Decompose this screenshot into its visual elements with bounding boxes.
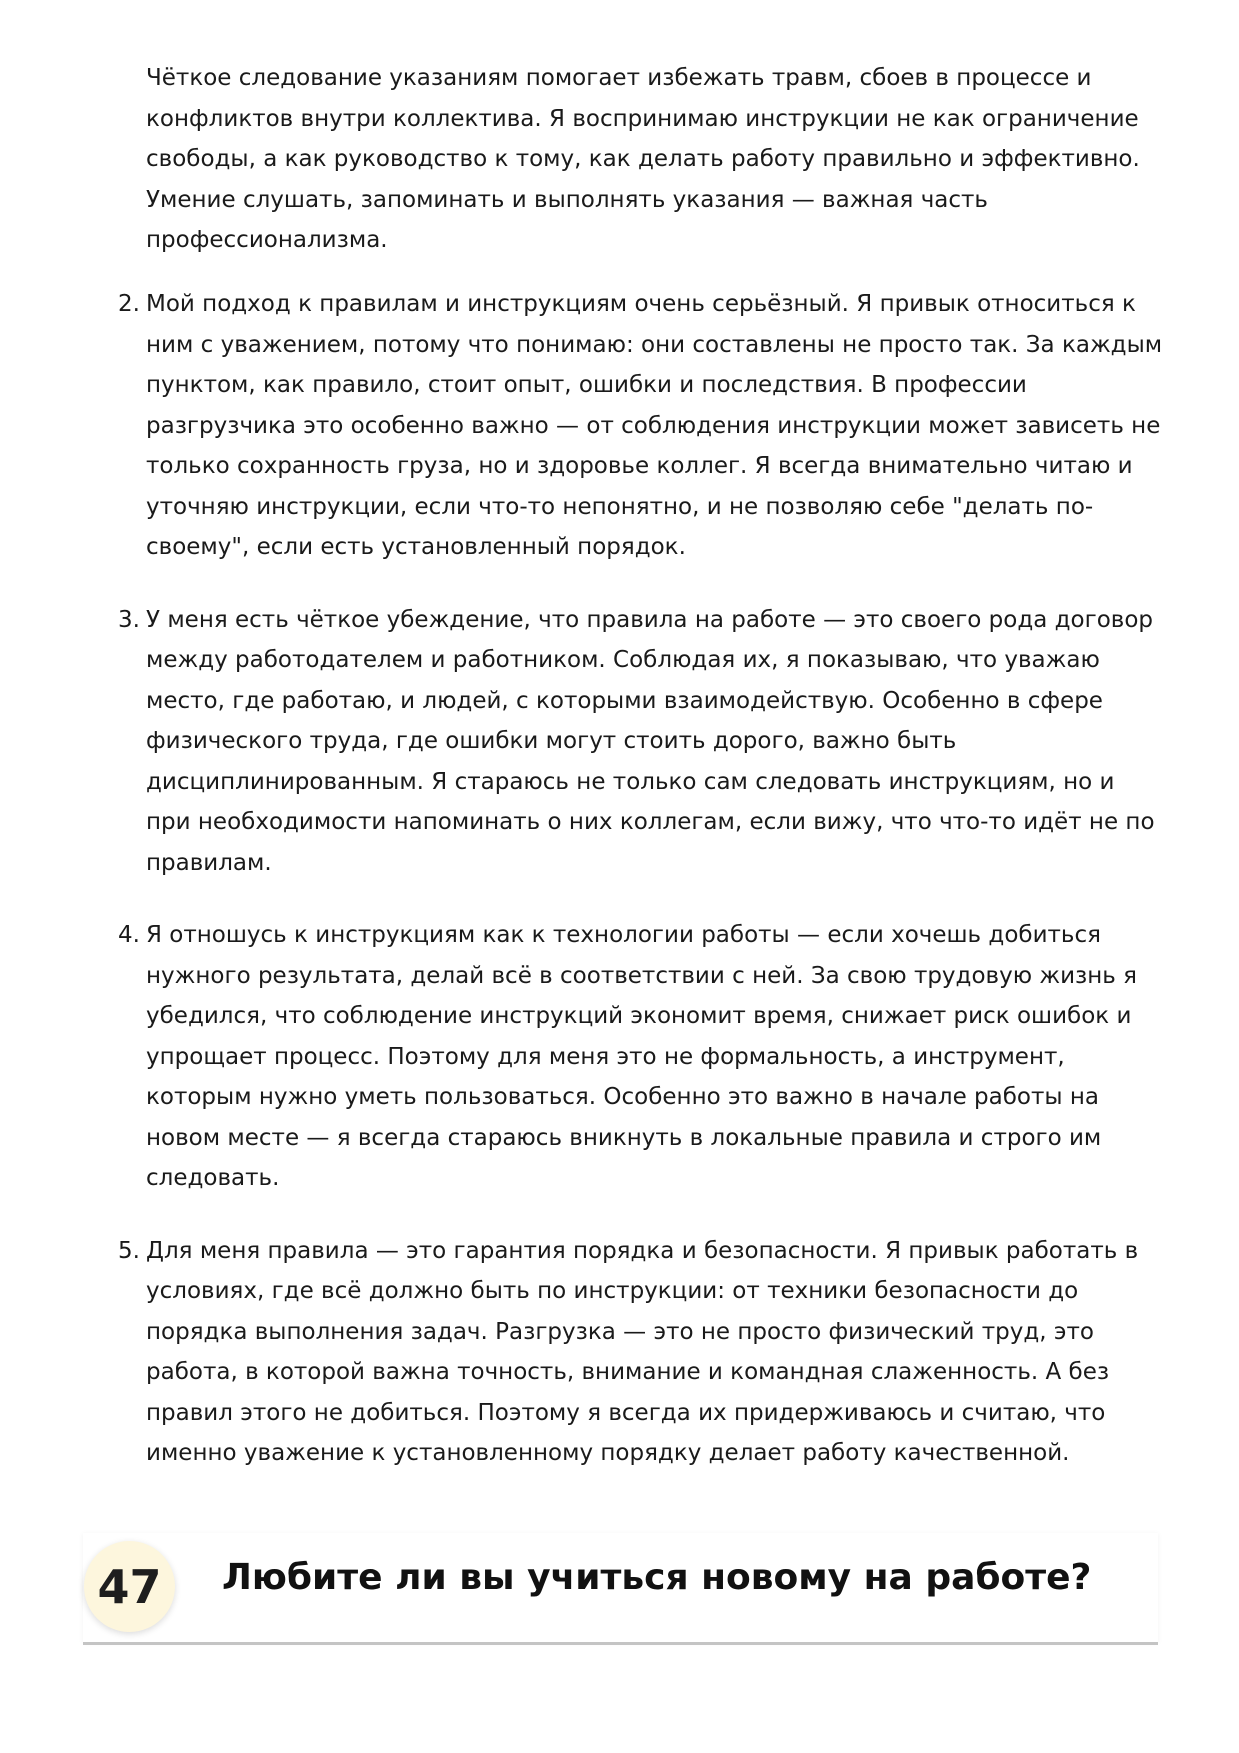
answer-1-continuation: Чёткое следование указаниям помогает избежать травм, сбоев в процессе и конфликтов внутри коллектива. Я воспринимаю инструкции не как ограничение свободы, а как руководство к тому, как делать работу правильно и эффективно. Умение слушать, запоминать и выполнять указания — важная часть профессионализма. xyxy=(146,65,1140,253)
answer-item-5 xyxy=(118,1231,1166,1474)
question-number-badge: 47 xyxy=(84,1541,175,1632)
answer-text: Я отношусь к инструкциям как к технологии работы — если хочешь добиться нужного результата, делай всё в соответствии с ней. За свою трудовую жизнь я убедился, что соблюдение инструкций экономит время, снижает риск ошибок и упрощает процесс. Поэтому для меня это не формальность, а инструмент, которым нужно уметь пользоваться. Особенно это важно в начале работы на новом месте — я всегда стараюсь вникнуть в локальные правила и строго им следовать. xyxy=(146,922,1137,1191)
answer-text: Мой подход к правилам и инструкциям очень серьёзный. Я привык относиться к ним с уважением, потому что понимаю: они составлены не просто так. За каждым пунктом, как правило, стоит опыт, ошибки и последствия. В профессии разгрузчика это особенно важно — от соблюдения инструкции может зависеть не только сохранность груза, но и здоровье коллег. Я всегда внимательно читаю и уточняю инструкции, если что-то непонятно, и не позволяю себе "делать по-своему", если есть установленный порядок. xyxy=(146,291,1163,560)
answer-item-4 xyxy=(118,915,1166,1199)
question-header xyxy=(83,1533,1158,1645)
question-divider xyxy=(83,1642,1158,1645)
answer-number: 2. xyxy=(118,291,140,317)
answer-text: У меня есть чёткое убеждение, что правила на работе — это своего рода договор между работодателем и работником. Соблюдая их, я показываю, что уважаю место, где работаю, и людей, с которыми взаимодействую. Особенно в сфере физического труда, где ошибки могут стоить дорого, важно быть дисциплинированным. Я стараюсь не только сам следовать инструкциям, но и при необходимости напоминать о них коллегам, если вижу, что что-то идёт не по правилам. xyxy=(146,606,1155,876)
answer-number: 5. xyxy=(118,1237,140,1264)
answer-number: 3. xyxy=(118,606,140,633)
answer-list xyxy=(118,284,1166,1506)
question-title: Любите ли вы учиться новому на работе? xyxy=(222,1557,1092,1598)
answer-number: 4. xyxy=(118,922,140,948)
answer-text: Для меня правила — это гарантия порядка и безопасности. Я привык работать в условиях, где всё должно быть по инструкции: от техники безопасности до порядка выполнения задач. Разгрузка — это не просто физический труд, это работа, в которой важна точность, внимание и командная слаженность. А без правил этого не добиться. Поэтому я всегда их придерживаюсь и считаю, что именно уважение к установленному порядку делает работу качественной. xyxy=(146,1237,1139,1466)
answer-item-3 xyxy=(118,600,1166,884)
answer-item-2 xyxy=(118,284,1166,568)
